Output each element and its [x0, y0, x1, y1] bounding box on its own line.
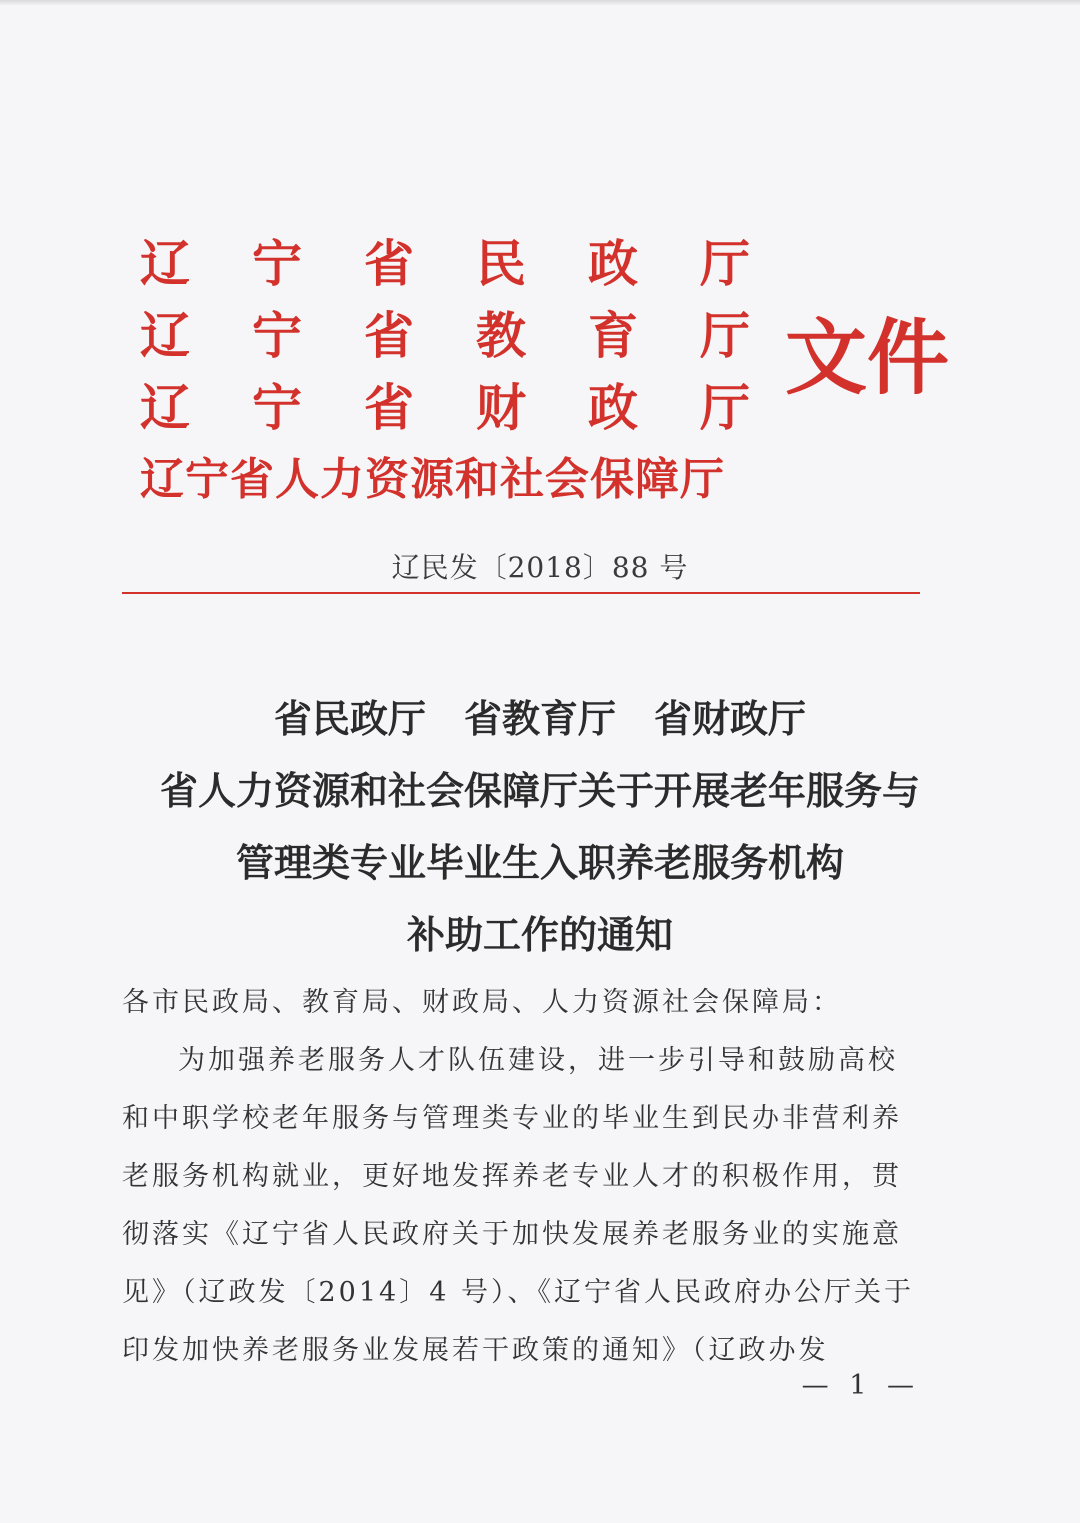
issuer-char: 辽: [140, 306, 190, 365]
issuer-char: 财: [476, 378, 526, 437]
issuer-char: 省: [364, 378, 414, 437]
body-line: 彻落实《辽宁省人民政府关于加快发展养老服务业的实施意: [122, 1219, 902, 1250]
issuer-char: 宁: [252, 234, 302, 293]
issuer-char: 民: [476, 234, 526, 293]
paper-edge: [0, 0, 1080, 6]
issuer-char: 厅: [700, 378, 750, 437]
body-line: 见》（辽政发〔2014〕4 号）、《辽宁省人民政府办公厅关于: [122, 1277, 914, 1308]
issuer-human-resources: [140, 444, 750, 516]
issuer-char: 教: [476, 306, 526, 365]
issuer-char: 厅: [700, 234, 750, 293]
issuer-char: 辽: [140, 234, 190, 293]
body-line: 老服务机构就业，更好地发挥养老专业人才的积极作用，贯: [122, 1161, 902, 1192]
file-mark: 文件: [785, 311, 950, 406]
issuer-education: [140, 300, 750, 372]
title-line: 补助工作的通知: [406, 913, 673, 957]
title-line: 省民政厅 省教育厅 省财政厅: [273, 697, 806, 741]
document-title: [100, 683, 980, 971]
issuer-char: 宁: [252, 306, 302, 365]
issuer-char: 育: [588, 306, 638, 365]
document-body: [122, 974, 922, 1380]
issuer-char: 辽: [140, 378, 190, 437]
issuer-civil-affairs: [140, 228, 750, 300]
issuer-header: [140, 228, 750, 516]
issuer-char: 厅: [700, 306, 750, 365]
issuer-char: 宁: [252, 378, 302, 437]
issuer-char: 政: [588, 234, 638, 293]
red-divider: [122, 592, 920, 594]
issuer-char: 省: [364, 234, 414, 293]
body-line: 为加强养老服务人才队伍建设，进一步引导和鼓励高校: [178, 1045, 898, 1076]
issuer-finance: [140, 372, 750, 444]
issuer-char: 政: [588, 378, 638, 437]
title-line: 管理类专业毕业生入职养老服务机构: [235, 841, 844, 885]
body-line: 印发加快养老服务业发展若干政策的通知》（辽政办发: [122, 1335, 829, 1366]
body-line: 和中职学校老年服务与管理类专业的毕业生到民办非营利养: [122, 1103, 902, 1134]
document-number: 辽民发〔2018〕88 号: [391, 551, 689, 584]
title-line: 省人力资源和社会保障厅关于开展老年服务与: [159, 769, 920, 813]
salutation: 各市民政局、教育局、财政局、人力资源社会保障局：: [122, 987, 842, 1018]
page-number: — 1 —: [801, 1370, 920, 1401]
issuer-char: 省: [364, 306, 414, 365]
issuer-full-name: 辽宁省人力资源和社会保障厅: [140, 454, 725, 505]
